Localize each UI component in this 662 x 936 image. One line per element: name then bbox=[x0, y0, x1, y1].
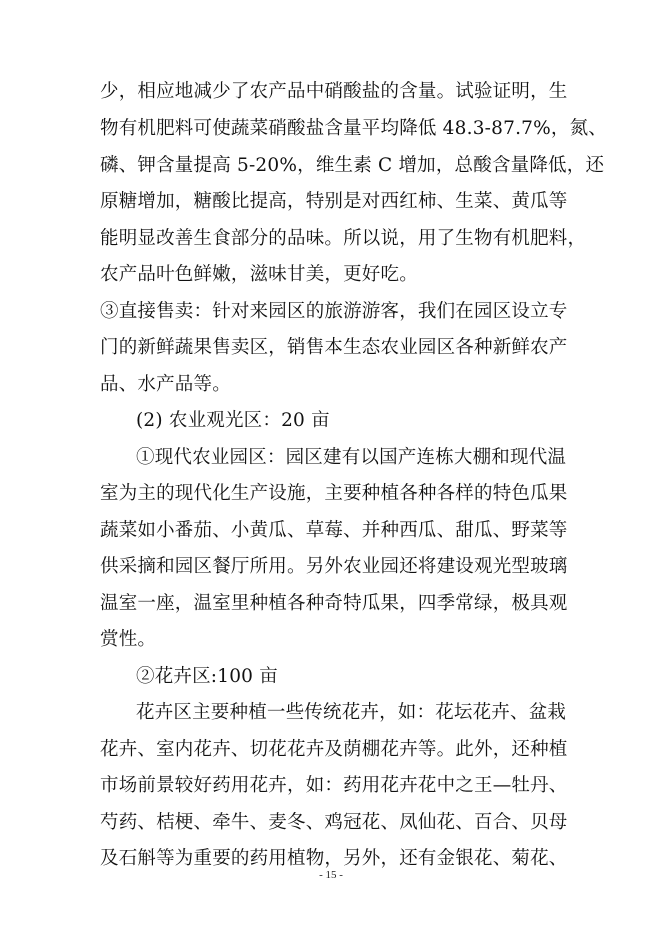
text-line: ③直接售卖：针对来园区的旅游游客，我们在园区设立专 bbox=[100, 301, 568, 322]
text-line: 供采摘和园区餐厅所用。另外农业园还将建设观光型玻璃 bbox=[100, 556, 568, 577]
text-line: 芍药、桔梗、牵牛、麦冬、鸡冠花、凤仙花、百合、贝母 bbox=[100, 812, 568, 833]
text-line: 农产品叶色鲜嫩，滋味甘美，更好吃。 bbox=[100, 264, 418, 285]
text-line: 市场前景较好药用花卉，如：药用花卉花中之王—牡丹、 bbox=[100, 775, 568, 796]
text-line: 花卉区主要种植一些传统花卉，如：花坛花卉、盆栽 bbox=[136, 702, 567, 723]
text-line: 原糖增加，糖酸比提高，特别是对西红柿、生菜、黄瓜等 bbox=[100, 191, 568, 212]
text-line: 品、水产品等。 bbox=[100, 374, 231, 395]
text-line: ①现代农业园区：园区建有以国产连栋大棚和现代温 bbox=[136, 447, 567, 468]
text-line: 温室一座，温室里种植各种奇特瓜果，四季常绿，极具观 bbox=[100, 593, 568, 614]
text-line: 室为主的现代化生产设施，主要种植各种各样的特色瓜果 bbox=[100, 483, 568, 504]
text-line: 门的新鲜蔬果售卖区，销售本生态农业园区各种新鲜农产 bbox=[100, 337, 568, 358]
page-number: - 15 - bbox=[319, 869, 343, 881]
section-heading: (2) 农业观光区：20 亩 bbox=[136, 410, 330, 431]
text-line: 及石斛等为重要的药用植物，另外，还有金银花、菊花、 bbox=[100, 848, 568, 869]
text-line: 能明显改善生食部分的品味。所以说，用了生物有机肥料， bbox=[100, 228, 587, 249]
text-line: 物有机肥料可使蔬菜硝酸盐含量平均降低 48.3-87.7%，氮、 bbox=[100, 118, 607, 139]
text-line: 花卉、室内花卉、切花花卉及荫棚花卉等。此外，还种植 bbox=[100, 739, 568, 760]
text-line: 磷、钾含量提高 5-20%，维生素 C 增加，总酸含量降低，还 bbox=[100, 155, 605, 176]
text-line: 赏性。 bbox=[100, 629, 157, 650]
section-heading: ②花卉区:100 亩 bbox=[136, 666, 278, 687]
text-line: 少，相应地减少了农产品中硝酸盐的含量。试验证明，生 bbox=[100, 81, 568, 102]
text-line: 蔬菜如小番茄、小黄瓜、草莓、并种西瓜、甜瓜、野菜等 bbox=[100, 520, 568, 541]
